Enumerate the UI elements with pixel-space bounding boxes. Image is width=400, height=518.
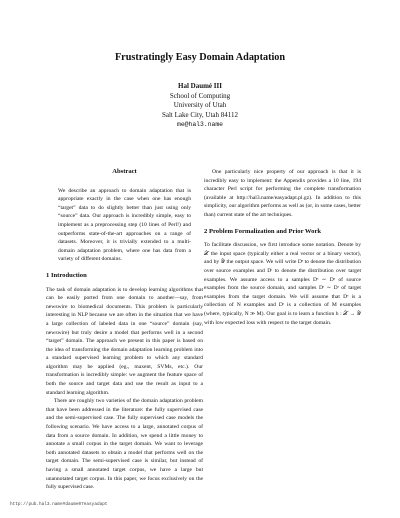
author-dept: School of Computing (169, 91, 231, 100)
paper-title: Frustratingly Easy Domain Adaptation (114, 52, 286, 63)
footer-url[interactable]: http://pub.hal3.name#daume07easyadapt (10, 502, 108, 507)
intro-paragraph-3: One particularly nice property of our approach is that it is incredibly easy to implement: the Appendix provides a 10 line, 194 character Perl script for performing the complete transformation (available at http://hal3.name/easyadapt.pl.gz). In addition to this simplicity, our algorithm performs as well as (or, in some cases, better than) current state of the art techniques. (204, 169, 361, 218)
author-name: Hal Daumé III (178, 82, 222, 90)
section-2-heading: 2 Problem Formalization and Prior Work (204, 227, 322, 235)
abstract-heading: Abstract (112, 168, 137, 175)
right-column (204, 168, 361, 327)
author-email[interactable]: me@hal3.name (176, 121, 224, 129)
author-univ: University of Utah (173, 101, 227, 110)
author-city: Salt Lake City, Utah 84112 (161, 110, 239, 119)
abstract-text: We describe an approach to domain adaptation that is appropriate exactly in the case when one has enough “target” data to do slightly better than just using only “source” data. Our approach is incredibly simple, easy to implement as a preprocessing step (10 lines of Perl!) and outperforms state-of-the-art approaches on a range of datasets. Moreover, it is trivially extended to a multi-domain adaptation problem, where one has data from a variety of different domains. (58, 187, 191, 263)
left-column (46, 168, 203, 492)
intro-paragraph-2: There are roughly two varieties of the domain adaptation problem that have been addressed in the literature: the fully supervised case and the semi-supervised case. The fully supervised case models the following scenario. We have access to a large, annotated corpus of data from a source domain. In addition, we spend a little money to annotate a small corpus in the target domain. We want to leverage both annotated datasets to obtain a model that performs well on the target domain. The semi-supervised case is similar, but instead of having a small annotated target corpus, we have a large but unannotated target corpus. In this paper, we focus exclusively on the fully supervised case. (46, 398, 203, 491)
intro-paragraph-1: The task of domain adaptation is to develop learning algorithms that can be easily ported from one domain to another—say, from newswire to biomedical documents. This problem is particularly interesting in NLP because we are often in the situation that we have a large collection of labeled data in one “source” domain (say, newswire) but truly desire a model that performs well in a second “target” domain. The approach we present in this paper is based on the idea of transforming the domain adaptation learning problem into a standard supervised learning problem to which any standard algorithm may be applied (eg., maxent, SVMs, etc.). Our transformation is incredibly simple: we augment the feature space of both the source and target data and use the result as input to a standard learning algorithm. (46, 286, 203, 396)
formalization-paragraph-1: To facilitate discussion, we first introduce some notation. Denote by 𝒳 the input space (typically either a real vector or a binary vector), and by 𝒴 the output space. We will write Dˢ to denote the distribution over source examples and Dᵗ to denote the distribution over target examples. We assume access to a samples Dˢ ∼ Dˢ of source examples from the source domain, and samples Dᵗ ∼ Dᵗ of target examples from the target domain. We will assume that Dˢ is a collection of N examples and Dᵗ is a collection of M examples (where, typically, N ≫ M). Our goal is to learn a function h : 𝒳 → 𝒴 with low expected loss with respect to the target domain. (204, 242, 361, 326)
author-block (0, 82, 400, 130)
section-1-heading: 1 Introduction (46, 271, 87, 279)
